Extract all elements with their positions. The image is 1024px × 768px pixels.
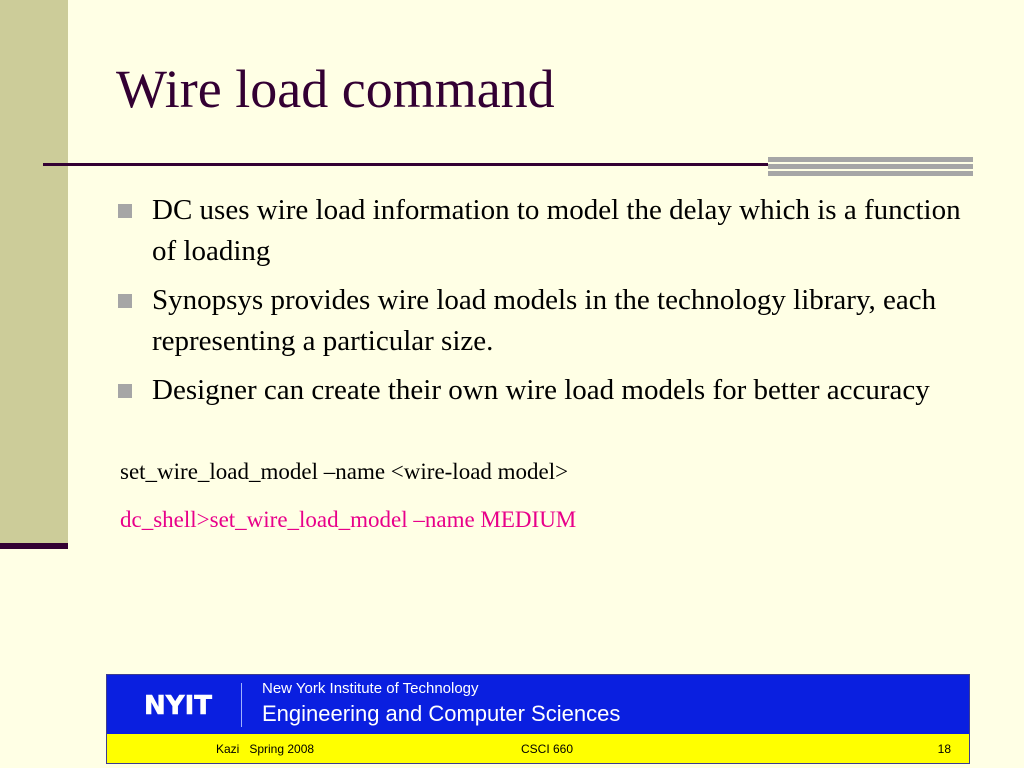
square-bullet-icon — [118, 204, 132, 218]
bullet-text: DC uses wire load information to model the delay which is a function of loading — [152, 194, 961, 267]
footer-yellow-band — [107, 734, 969, 763]
footer-blue-band — [107, 675, 969, 734]
institution-name: New York Institute of Technology — [262, 680, 479, 697]
left-sidebar-rule — [0, 543, 68, 549]
bullet-text: Synopsys provides wire load models in the technology library, each representing a particular size. — [152, 284, 937, 357]
page-number: 18 — [937, 742, 951, 756]
author-term: Kazi Spring 2008 — [216, 742, 315, 756]
left-sidebar-band — [0, 0, 68, 543]
command-syntax: set_wire_load_model –name <wire-load model> — [120, 459, 569, 484]
course-code: CSCI 660 — [521, 742, 574, 756]
bullet-text: Designer can create their own wire load models for better accuracy — [152, 374, 930, 406]
logo-text: NYIT — [144, 691, 212, 721]
title-accent-stripes — [768, 157, 973, 177]
nyit-logo — [122, 686, 235, 722]
square-bullet-icon — [118, 384, 132, 398]
square-bullet-icon — [118, 294, 132, 308]
bullet-list — [118, 190, 973, 419]
department-name: Engineering and Computer Sciences — [262, 701, 621, 726]
logo-separator — [241, 683, 242, 727]
footer-banner — [106, 674, 970, 764]
bullet-item — [118, 280, 973, 362]
command-example: dc_shell>set_wire_load_model –name MEDIUM — [120, 507, 577, 532]
bullet-item — [118, 370, 973, 411]
slide-title: Wire load command — [116, 59, 555, 119]
bullet-item — [118, 190, 973, 272]
